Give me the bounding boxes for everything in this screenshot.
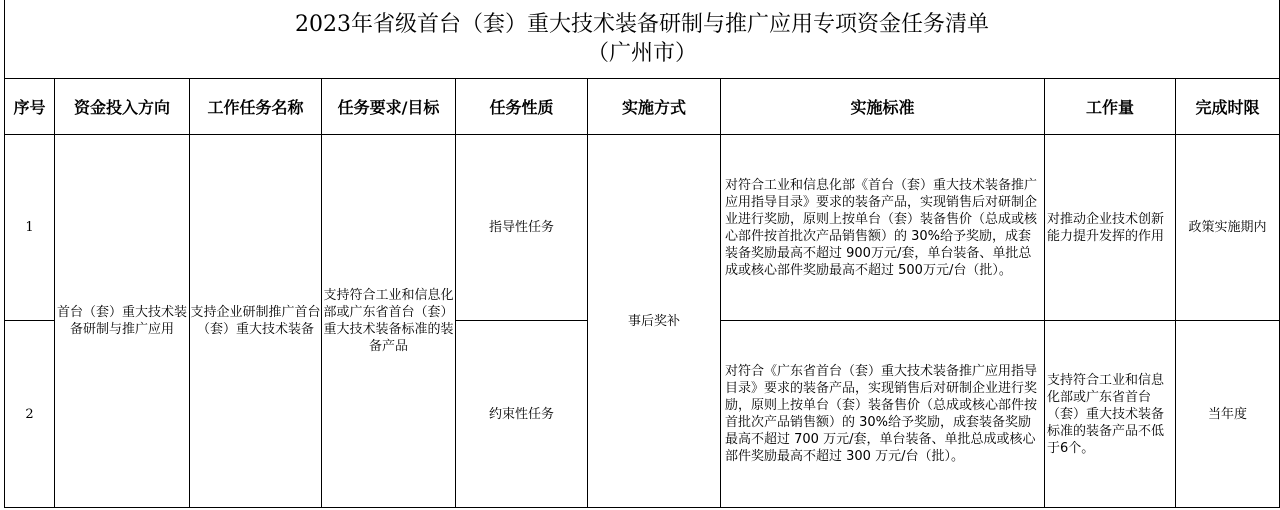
title-city: （广州市） (586, 41, 697, 66)
task-nature: 约束性任务 (456, 321, 588, 508)
header-direction: 资金投入方向 (55, 79, 190, 135)
deadline: 政策实施期内 (1176, 135, 1280, 321)
implementation-standard: 对符合《广东省首台（套）重大技术装备推广应用指导目录》要求的装备产品，实现销售后对研制企业进行奖励，原则上按单台（套）装备售价（总成或核心部件按首批次产品销售额）的 30%给予奖励，成套装备奖励最高不超过 700 万元/套，单台装备、单批总成或核心部件奖励最高不超过 300 万元/台（批）。 (721, 321, 1045, 508)
title-main: 2023年省级首台（套）重大技术装备研制与推广应用专项资金任务清单 (295, 12, 989, 37)
task-requirement: 支持符合工业和信息化部或广东省首台（套）重大技术装备标准的装备产品 (322, 135, 456, 508)
workload: 对推动企业技术创新能力提升发挥的作用 (1045, 135, 1176, 321)
header-workload: 工作量 (1045, 79, 1176, 135)
header-requirement: 任务要求/目标 (322, 79, 456, 135)
implementation-method: 事后奖补 (588, 135, 721, 508)
header-index: 序号 (5, 79, 55, 135)
task-nature: 指导性任务 (456, 135, 588, 321)
document-title (4, 0, 1280, 78)
workload: 支持符合工业和信息化部或广东省首台（套）重大技术装备标准的装备产品不低于6个。 (1045, 321, 1176, 508)
header-standard: 实施标准 (721, 79, 1045, 135)
row-index: 1 (5, 135, 55, 321)
header-task-name: 工作任务名称 (190, 79, 322, 135)
task-name: 支持企业研制推广首台（套）重大技术装备 (190, 135, 322, 508)
task-table (4, 78, 1280, 508)
row-index: 2 (5, 321, 55, 508)
header-nature: 任务性质 (456, 79, 588, 135)
funding-direction: 首台（套）重大技术装备研制与推广应用 (55, 135, 190, 508)
implementation-standard: 对符合工业和信息化部《首台（套）重大技术装备推广应用指导目录》要求的装备产品，实现销售后对研制企业进行奖励，原则上按单台（套）装备售价（总成或核心部件按首批次产品销售额）的 30%给予奖励，成套装备奖励最高不超过 900万元/套，单台装备、单批总成或核心部件奖励最高不超过 500万元/台（批）。 (721, 135, 1045, 321)
header-row (5, 79, 1280, 135)
header-deadline: 完成时限 (1176, 79, 1280, 135)
header-method: 实施方式 (588, 79, 721, 135)
table-row (5, 135, 1280, 321)
deadline: 当年度 (1176, 321, 1280, 508)
